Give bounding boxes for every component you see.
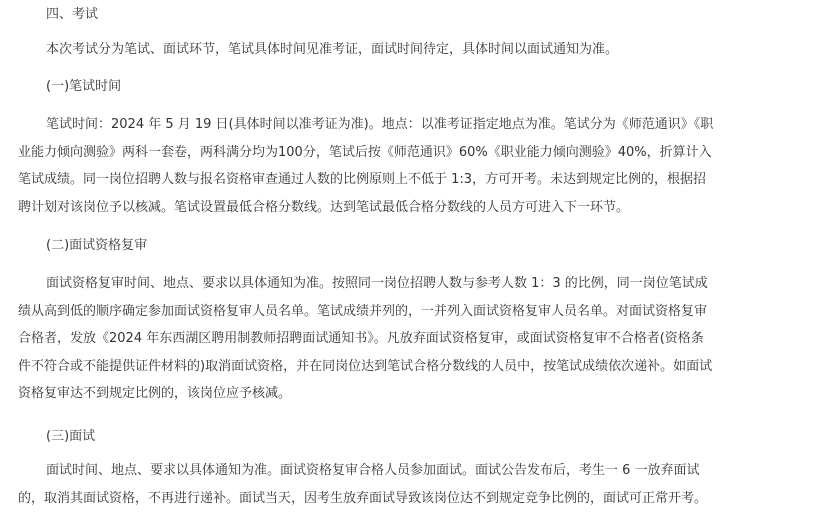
paragraph-line: 绩从高到低的顺序确定参加面试资格复审人员名单。笔试成绩并列的，一并列入面试资格复审人员名单。对面试资格复审 bbox=[18, 303, 708, 319]
interview-paragraph bbox=[18, 457, 818, 512]
qualification-review-heading: (二)面试资格复审 bbox=[46, 238, 148, 253]
intro-paragraph: 本次考试分为笔试、面试环节，笔试具体时间见准考证，面试时间待定，具体时间以面试通知为准。 bbox=[46, 42, 619, 57]
paragraph-line: 合格者，发放《2024 年东西湖区聘用制教师招聘面试通知书》。凡放弃面试资格复审，或面试资格复审不合格者(资格条 bbox=[18, 331, 704, 347]
paragraph-line: 笔试成绩。同一岗位招聘人数与报名资格审查通过人数的比例原则上不低于 1:3，方可开考。未达到规定比例的，根据招 bbox=[18, 172, 707, 188]
written-exam-heading: (一)笔试时间 bbox=[46, 79, 122, 94]
paragraph-line: 笔试时间：2024 年 5 月 19 日(具体时间以准考证为准)。地点：以准考证指定地点为准。笔试分为《师范通识》《职 bbox=[46, 117, 714, 132]
paragraph-line: 业能力倾向测验》两科一套卷，两科满分均为100分，笔试后按《师范通识》60%《职业能力倾向测验》40%，折算计入 bbox=[18, 144, 712, 160]
section-heading: 四、考试 bbox=[46, 7, 99, 22]
paragraph-line: 聘计划对该岗位予以核减。笔试设置最低合格分数线。达到笔试最低合格分数线的人员方可进入下一环节。 bbox=[18, 199, 630, 215]
interview-heading: (三)面试 bbox=[46, 429, 96, 444]
paragraph-line: 的，取消其面试资格，不再进行递补。面试当天，因考生放弃面试导致该岗位达不到规定竞争比例的，面试可正常开考。 bbox=[18, 490, 708, 506]
paragraph-line: 件不符合或不能提供证件材料的)取消面试资格，并在同岗位达到笔试合格分数线的人员中，按笔试成绩依次递补。如面试 bbox=[18, 358, 713, 374]
paragraph-line: 资格复审达不到规定比例的，该岗位应予核减。 bbox=[18, 386, 292, 402]
written-exam-paragraph bbox=[18, 111, 818, 221]
paragraph-line: 面试时间、地点、要求以具体通知为准。面试资格复审合格人员参加面试。面试公告发布后，考生一 6 一放弃面试 bbox=[46, 463, 700, 478]
qualification-review-paragraph bbox=[18, 270, 818, 408]
paragraph-line: 面试资格复审时间、地点、要求以具体通知为准。按照同一岗位招聘人数与参考人数 1：3 的比例，同一岗位笔试成 bbox=[46, 276, 708, 291]
